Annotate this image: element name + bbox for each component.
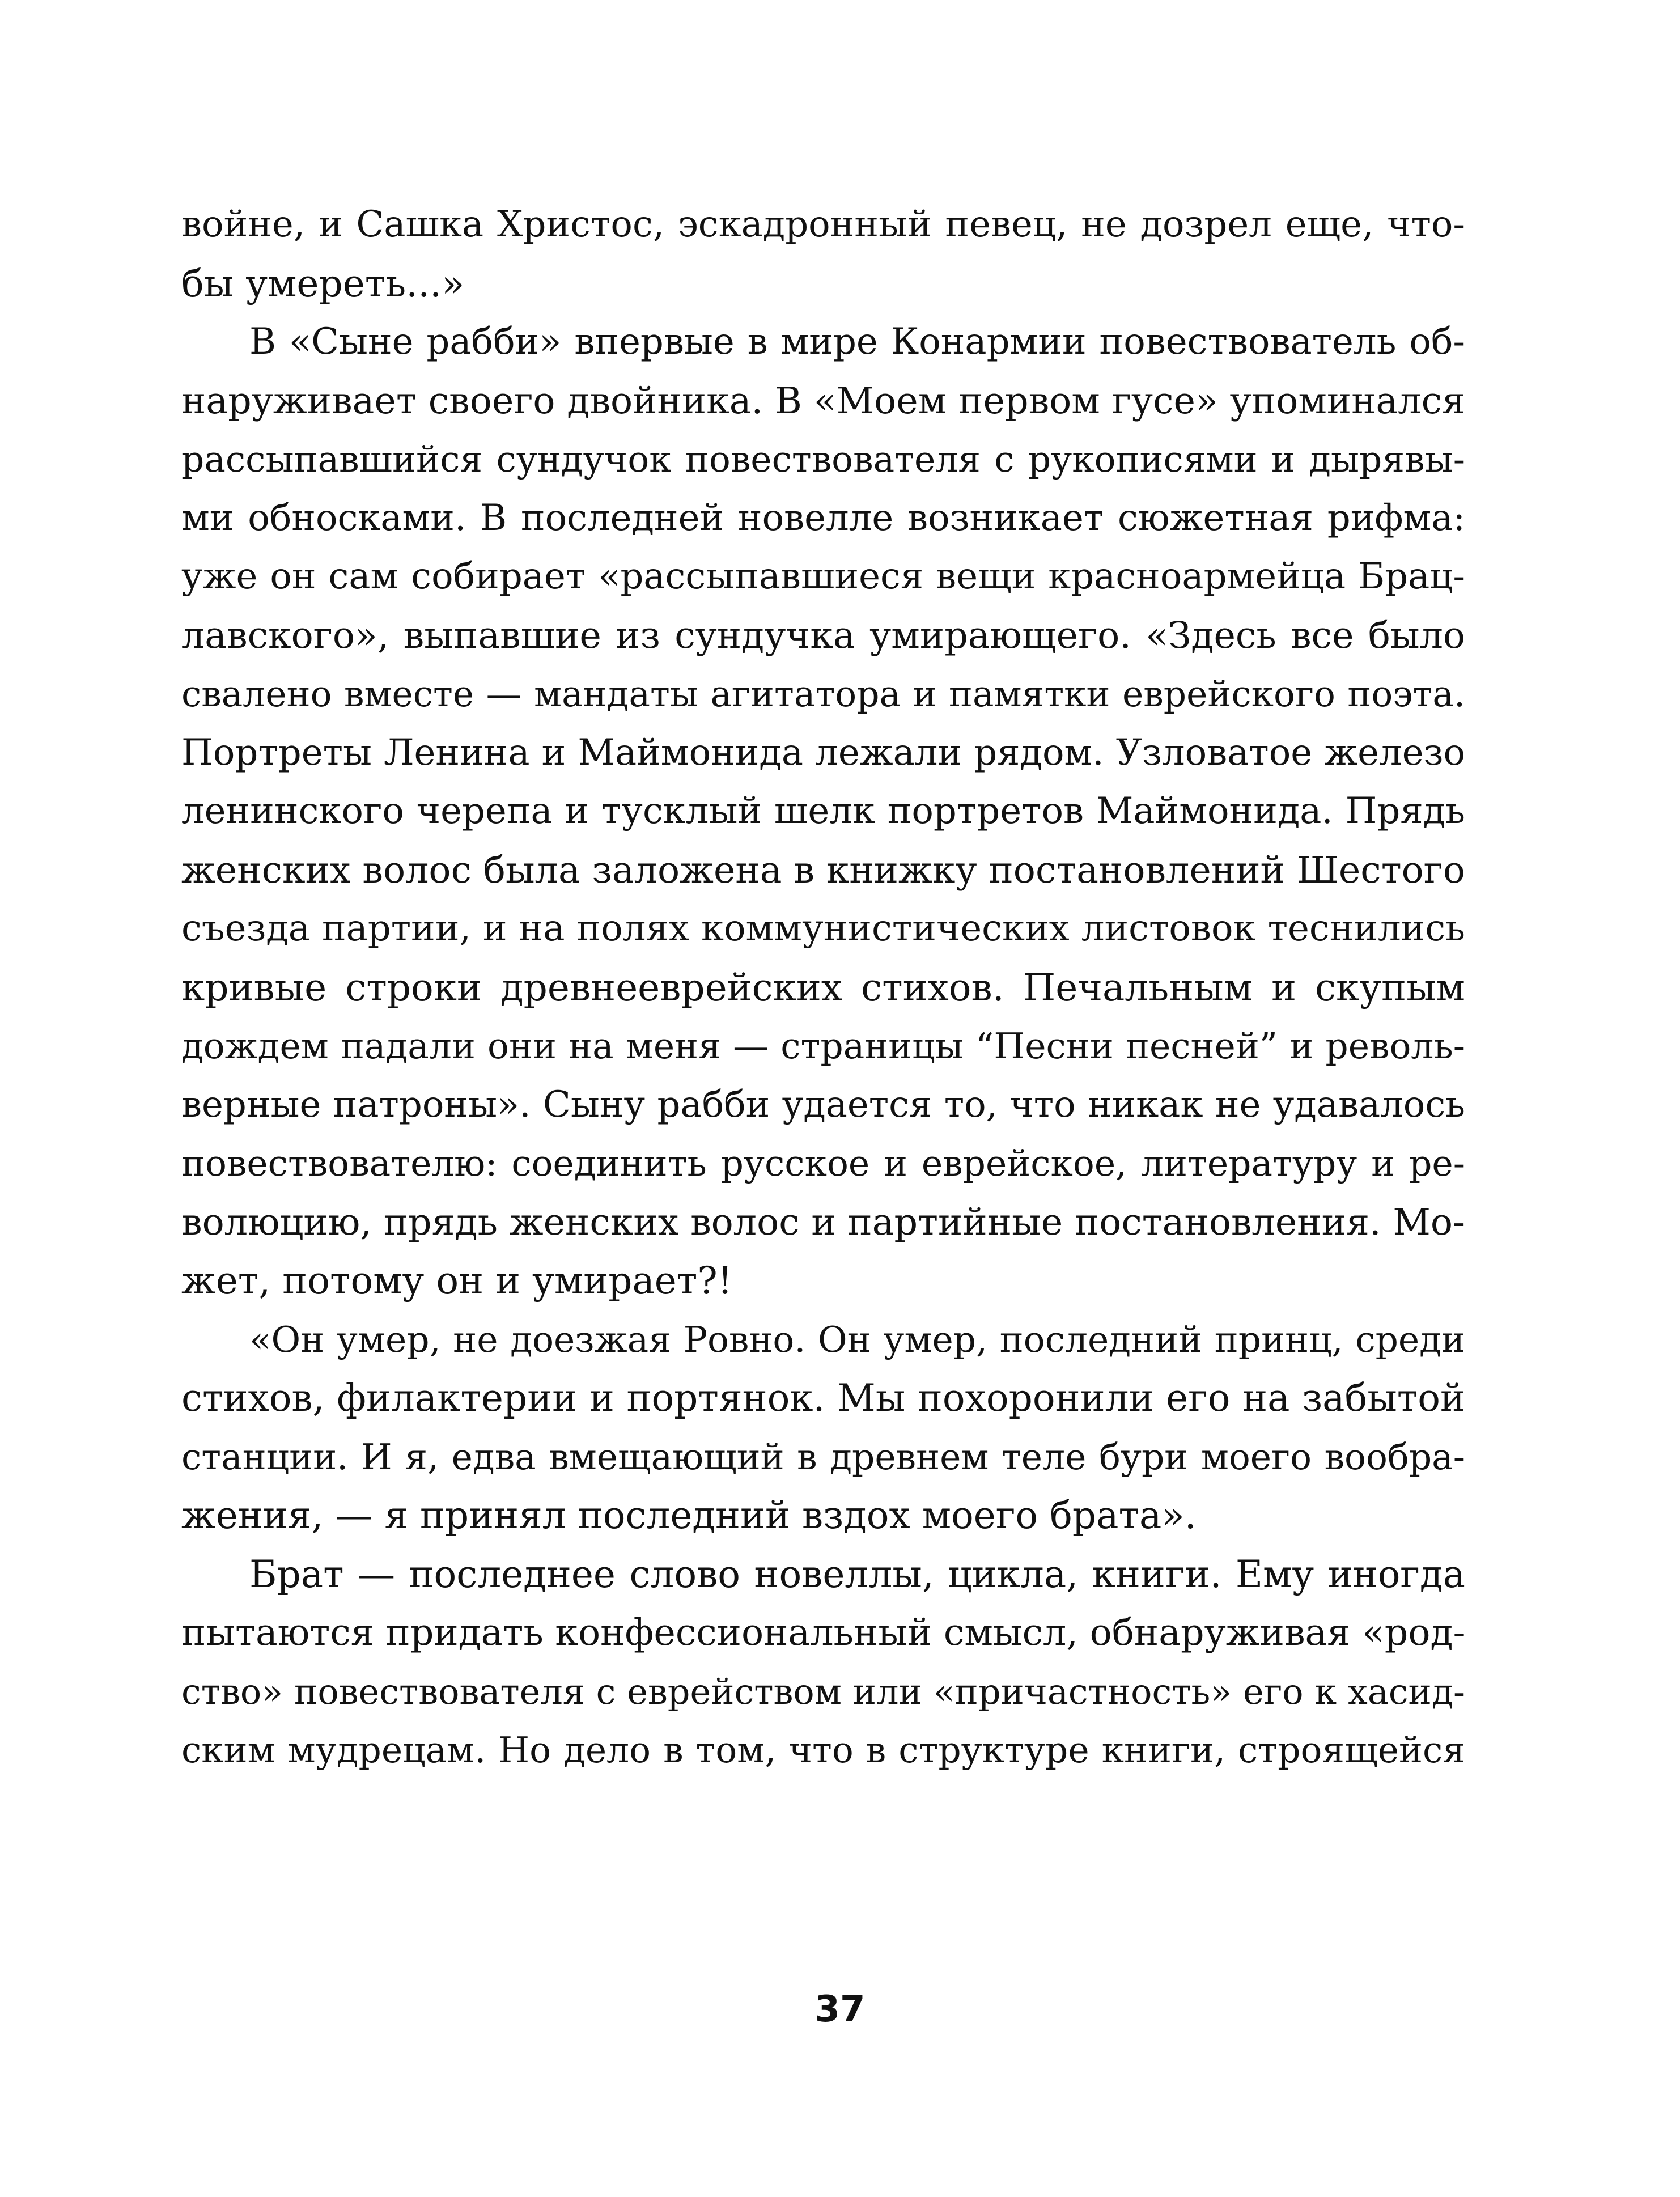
text-line: войне, и Сашка Христос, эскадронный певец, не дозрел еще, что-: [181, 203, 1465, 245]
text-line: В «Сыне рабби» впервые в мире Конармии повествователь об-: [249, 321, 1465, 363]
text-line: Портреты Ленина и Маймонида лежали рядом. Узловатое железо: [181, 731, 1465, 774]
paragraph: [181, 1310, 1465, 1545]
paragraph: [181, 1545, 1465, 1780]
text-line: ми обносками. В последней новелле возникает сюжетная рифма:: [181, 497, 1465, 539]
text-line: съезда партии, и на полях коммунистических листовок теснились: [181, 907, 1465, 949]
text-line: жения, — я принял последний вздох моего брата».: [181, 1494, 1197, 1537]
text-line: рассыпавшийся сундучок повествователя с рукописями и дырявы-: [181, 439, 1465, 480]
text-line: жет, потому он и умирает?!: [181, 1259, 733, 1303]
text-line: женских волос была заложена в книжку постановлений Шестого: [181, 849, 1465, 892]
text-line: бы умереть...»: [181, 261, 465, 306]
text-line: ским мудрецам. Но дело в том, что в структуре книги, строящейся: [181, 1729, 1465, 1771]
text-line: верные патроны». Сыну рабби удается то, что никак не удавалось: [181, 1083, 1465, 1126]
paragraph: [181, 196, 1465, 313]
text-line: «Он умер, не доезжая Ровно. Он умер, последний принц, среди: [249, 1318, 1465, 1360]
text-line: ленинского черепа и тусклый шелк портретов Маймонида. Прядь: [181, 790, 1465, 832]
text-line: дождем падали они на меня — страницы “Песни песней” и револь-: [181, 1025, 1465, 1067]
text-line: стихов, филактерии и портянок. Мы похоронили его на забытой: [181, 1376, 1465, 1420]
text-line: повествователю: соединить русское и еврейское, литературу и ре-: [181, 1143, 1465, 1184]
text-line: кривые строки древнееврейских стихов. Печальным и скупым: [181, 965, 1465, 1010]
body-text: [181, 196, 1465, 1780]
text-line: лавского», выпавшие из сундучка умирающего. «Здесь все было: [181, 614, 1465, 657]
text-line: волюцию, прядь женских волос и партийные постановления. Мо-: [181, 1201, 1465, 1244]
text-line: пытаются придать конфессиональный смысл, обнаруживая «род-: [181, 1611, 1465, 1654]
text-line: уже он сам собирает «рассыпавшиеся вещи красноармейца Брац-: [181, 555, 1465, 597]
text-line: ство» повествователя с еврейством или «причастность» его к хасид-: [181, 1670, 1465, 1712]
text-line: свалено вместе — мандаты агитатора и памятки еврейского поэта.: [181, 673, 1465, 715]
text-line: наруживает своего двойника. В «Моем первом гусе» упоминался: [181, 379, 1465, 422]
text-line: станции. И я, едва вмещающий в древнем теле бури моего вообра-: [181, 1436, 1465, 1478]
page-number: 37: [814, 1988, 866, 2030]
text-line: Брат — последнее слово новеллы, цикла, книги. Ему иногда: [249, 1552, 1465, 1596]
paragraph: [181, 313, 1465, 1310]
